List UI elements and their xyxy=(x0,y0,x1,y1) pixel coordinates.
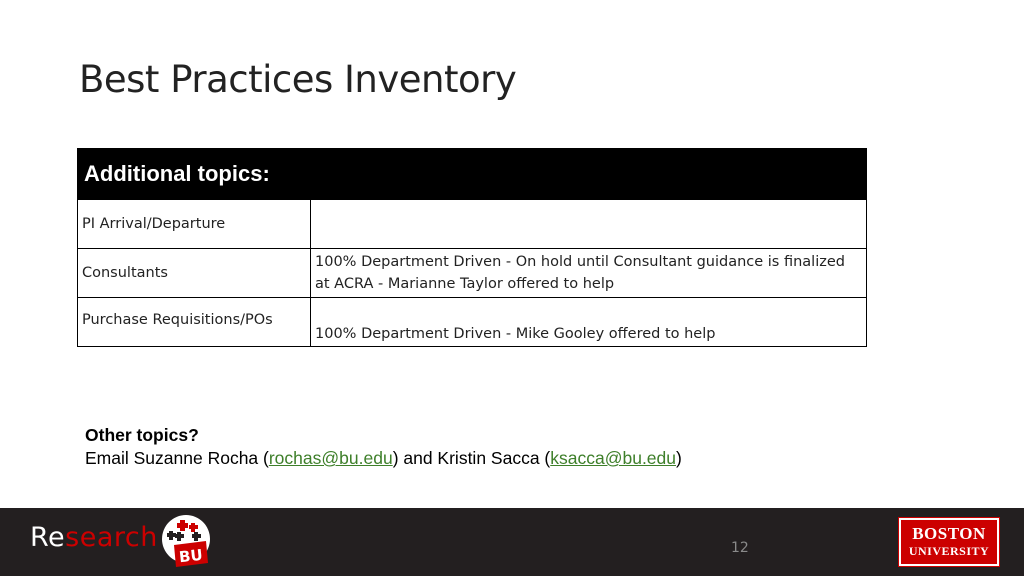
table-header-row xyxy=(78,149,867,200)
research-logo-part: search xyxy=(65,522,158,553)
contact-text: Email Suzanne Rocha ( xyxy=(85,448,269,468)
seal-text: BU xyxy=(178,545,204,567)
table-row xyxy=(78,298,867,347)
bu-logo-line: UNIVERSITY xyxy=(908,544,990,558)
topics-table xyxy=(77,148,867,347)
table-row xyxy=(78,249,867,298)
boston-university-logo xyxy=(899,518,999,566)
bu-logo-line: BOSTON xyxy=(912,524,986,543)
other-topics-heading: Other topics? xyxy=(85,425,199,445)
notes-cell: 100% Department Driven - Mike Gooley offered to help xyxy=(311,298,867,347)
slide-title: Best Practices Inventory xyxy=(79,58,517,101)
topic-cell: PI Arrival/Departure xyxy=(78,200,311,249)
email-link-sacca[interactable]: ksacca@bu.edu xyxy=(550,448,677,468)
research-logo-part: Re xyxy=(30,522,66,553)
contact-text: ) xyxy=(676,448,682,468)
email-link-rocha[interactable]: rochas@bu.edu xyxy=(268,448,393,468)
footer-bar xyxy=(0,508,1024,576)
bu-puzzle-seal-icon xyxy=(160,513,214,571)
notes-cell: 100% Department Driven - On hold until Consultant guidance is finalized at ACRA - Marianne Taylor offered to help xyxy=(311,249,867,298)
page-number: 12 xyxy=(731,540,749,556)
notes-cell xyxy=(311,200,867,249)
table-header: Additional topics: xyxy=(78,149,867,200)
contact-text: ) and Kristin Sacca ( xyxy=(392,448,551,468)
topic-cell: Consultants xyxy=(78,249,311,298)
other-topics xyxy=(85,424,682,470)
research-logo xyxy=(30,522,158,553)
table-row xyxy=(78,200,867,249)
contact-line xyxy=(85,447,682,470)
topic-cell: Purchase Requisitions/POs xyxy=(78,298,311,347)
